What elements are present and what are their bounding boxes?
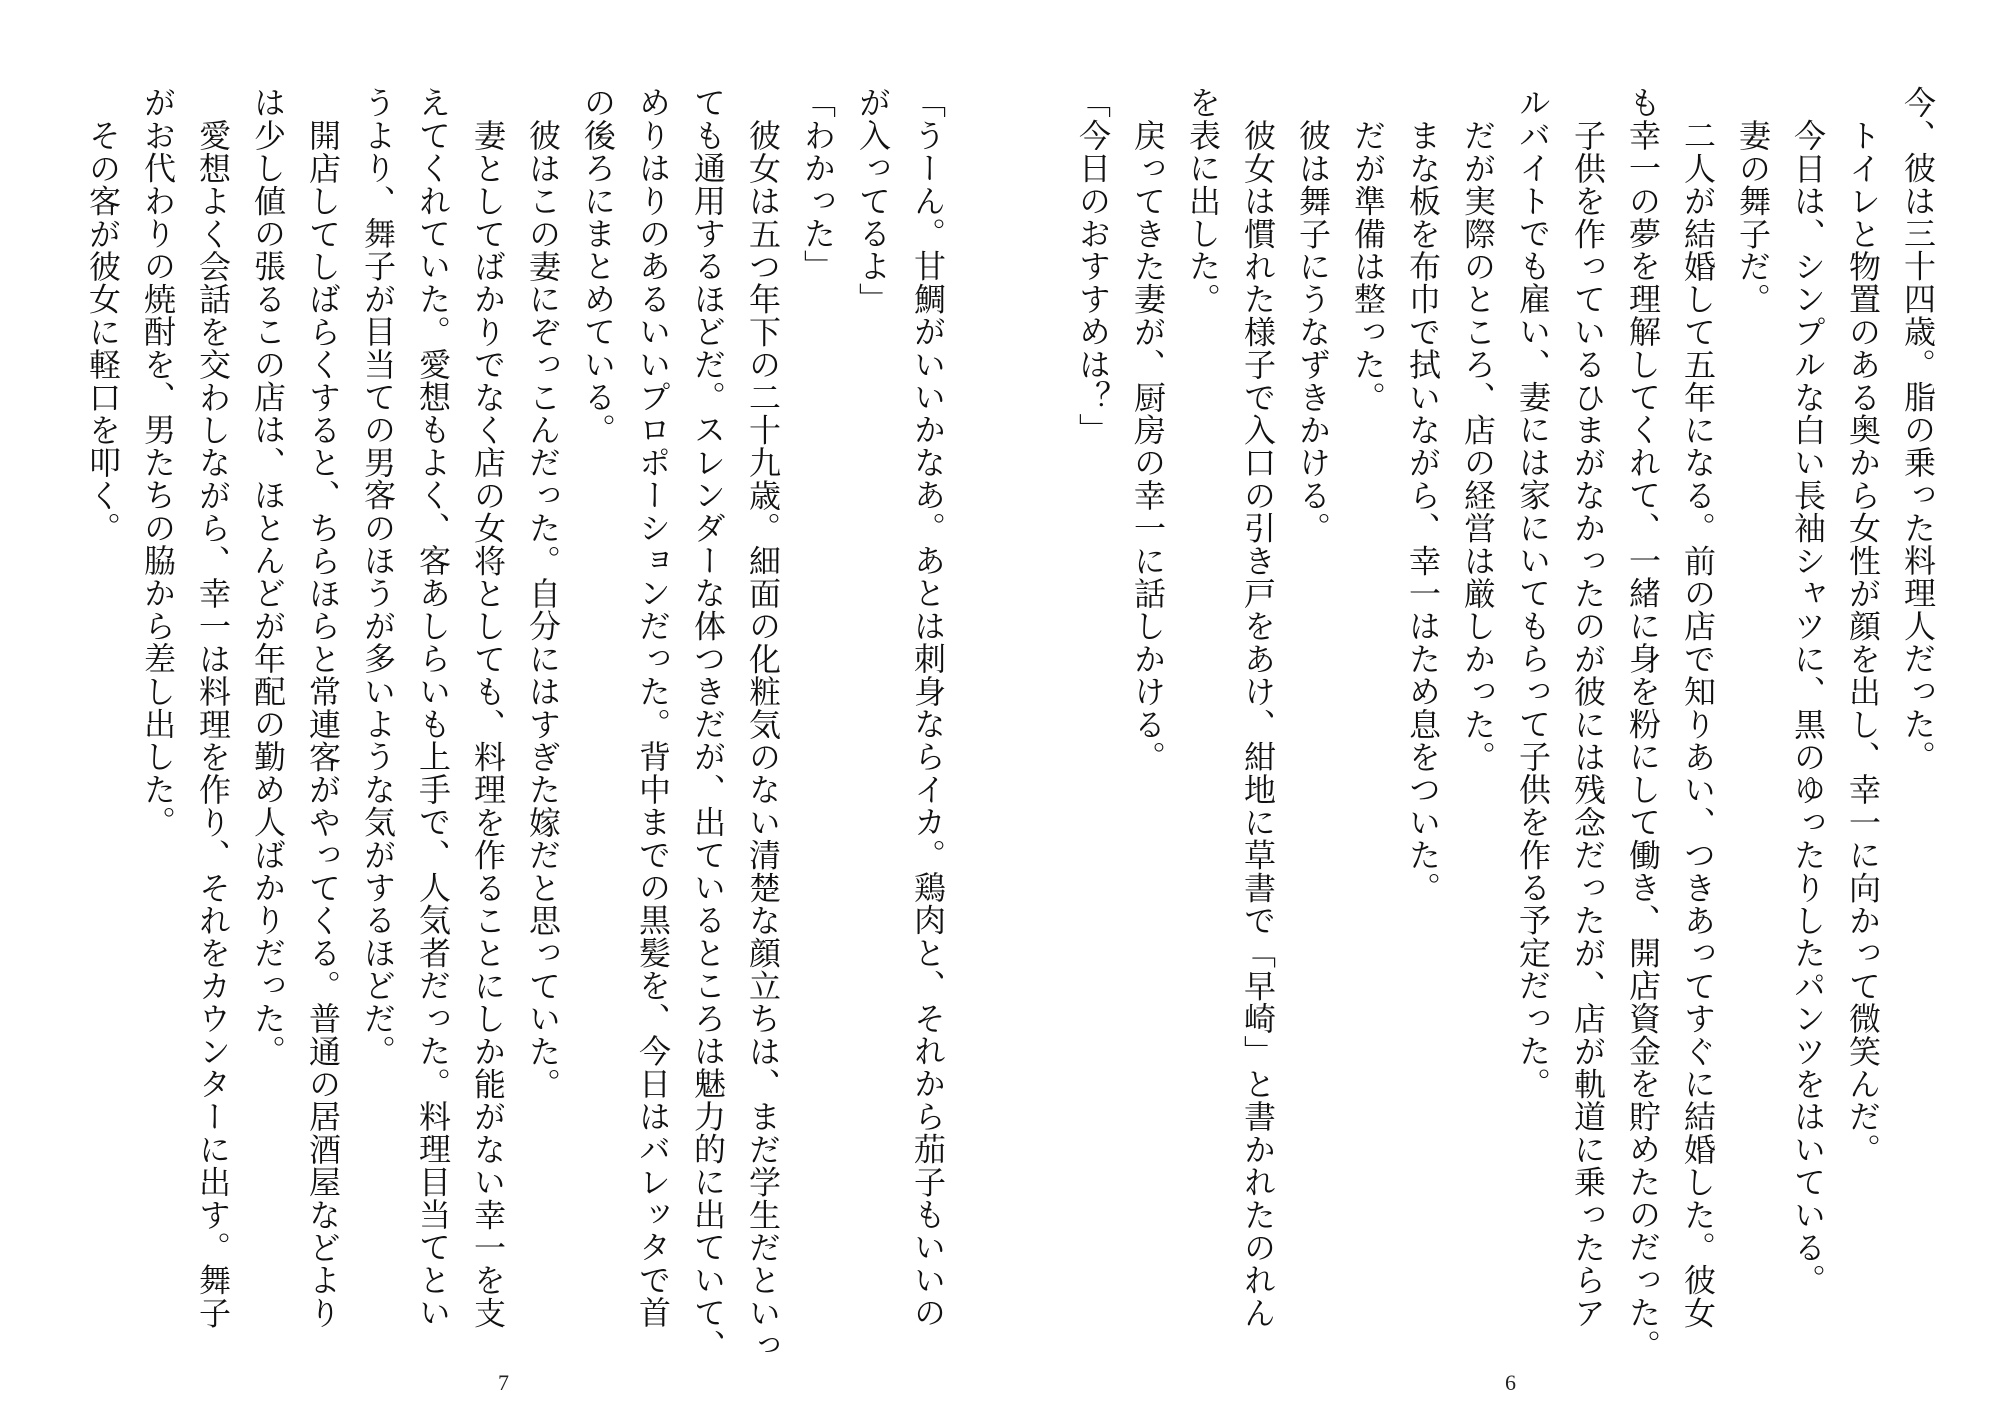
text-line: 彼は舞子にうなずきかける。 xyxy=(1294,118,1332,544)
text-line: 開店してしばらくすると、ちらほらと常連客がやってくる。普通の居酒屋などより xyxy=(304,118,342,1329)
text-line: がお代わりの焼酎を、男たちの脇から差し出した。 xyxy=(139,86,177,839)
text-line: も幸一の夢を理解してくれて、一緒に身を粉にして働き、開店資金を貯めたのだった。 xyxy=(1624,86,1662,1362)
text-line: の後ろにまとめている。 xyxy=(579,86,617,446)
page-number-left: 7 xyxy=(498,1370,509,1395)
text-line: 彼女は慣れた様子で入口の引き戸をあけ、紺地に草書で「早崎」と書かれたのれん xyxy=(1239,118,1277,1329)
text-line: うより、舞子が目当ての男客のほうが多いような気がするほどだ。 xyxy=(359,86,397,1067)
text-line: 戻ってきた妻が、厨房の幸一に話しかける。 xyxy=(1129,118,1167,773)
text-line: 二人が結婚して五年になる。前の店で知りあい、つきあってすぐに結婚した。彼女 xyxy=(1679,118,1717,1329)
text-line: が入ってるよ」 xyxy=(854,86,892,315)
text-line: 妻としてばかりでなく店の女将としても、料理を作ることにしか能がない幸一を支 xyxy=(469,118,507,1329)
text-line: めりはりのあるいいプロポーションだった。背中までの黒髪を、今日はバレッタで首 xyxy=(634,86,672,1329)
text-line: まな板を布巾で拭いながら、幸一はため息をついた。 xyxy=(1404,118,1442,904)
text-line: は少し値の張るこの店は、ほとんどが年配の勤め人ばかりだった。 xyxy=(249,86,287,1067)
text-line: 今日は、シンプルな白い長袖シャツに、黒のゆったりしたパンツをはいている。 xyxy=(1789,118,1827,1296)
page-number-right: 6 xyxy=(1505,1370,1516,1395)
text-line: 今、彼は三十四歳。脂の乗った料理人だった。 xyxy=(1899,86,1937,773)
text-line: トイレと物置のある奥から女性が顔を出し、幸一に向かって微笑んだ。 xyxy=(1844,118,1882,1166)
text-line: ても通用するほどだ。スレンダーな体つきだが、出ているところは魅力的に出ていて、 xyxy=(689,86,727,1362)
left-page-text xyxy=(75,86,955,1362)
text-line: 「今日のおすすめは？」 xyxy=(1074,86,1112,446)
text-line: 「わかった」 xyxy=(799,86,837,283)
text-line: えてくれていた。愛想もよく、客あしらいも上手で、人気者だった。料理目当てとい xyxy=(414,86,452,1329)
right-page-text xyxy=(1065,86,1945,1362)
text-line: ルバイトでも雇い、妻には家にいてもらって子供を作る予定だった。 xyxy=(1514,86,1552,1100)
text-line: だが実際のところ、店の経営は厳しかった。 xyxy=(1459,118,1497,773)
text-line: 愛想よく会話を交わしながら、幸一は料理を作り、それをカウンターに出す。舞子 xyxy=(194,118,232,1329)
text-line: 子供を作っているひまがなかったのが彼には残念だったが、店が軌道に乗ったらア xyxy=(1569,118,1607,1329)
text-line: 彼女は五つ年下の二十九歳。細面の化粧気のない清楚な顔立ちは、まだ学生だといっ xyxy=(744,118,782,1362)
text-line: を表に出した。 xyxy=(1184,86,1222,315)
text-line: その客が彼女に軽口を叩く。 xyxy=(84,118,122,544)
text-line: 妻の舞子だ。 xyxy=(1734,118,1772,315)
text-line: 彼はこの妻にぞっこんだった。自分にはすぎた嫁だと思っていた。 xyxy=(524,118,562,1100)
text-line: 「うーん。甘鯛がいいかなあ。あとは刺身ならイカ。鶏肉と、それから茄子もいいの xyxy=(909,86,947,1329)
text-line: だが準備は整った。 xyxy=(1349,118,1387,413)
